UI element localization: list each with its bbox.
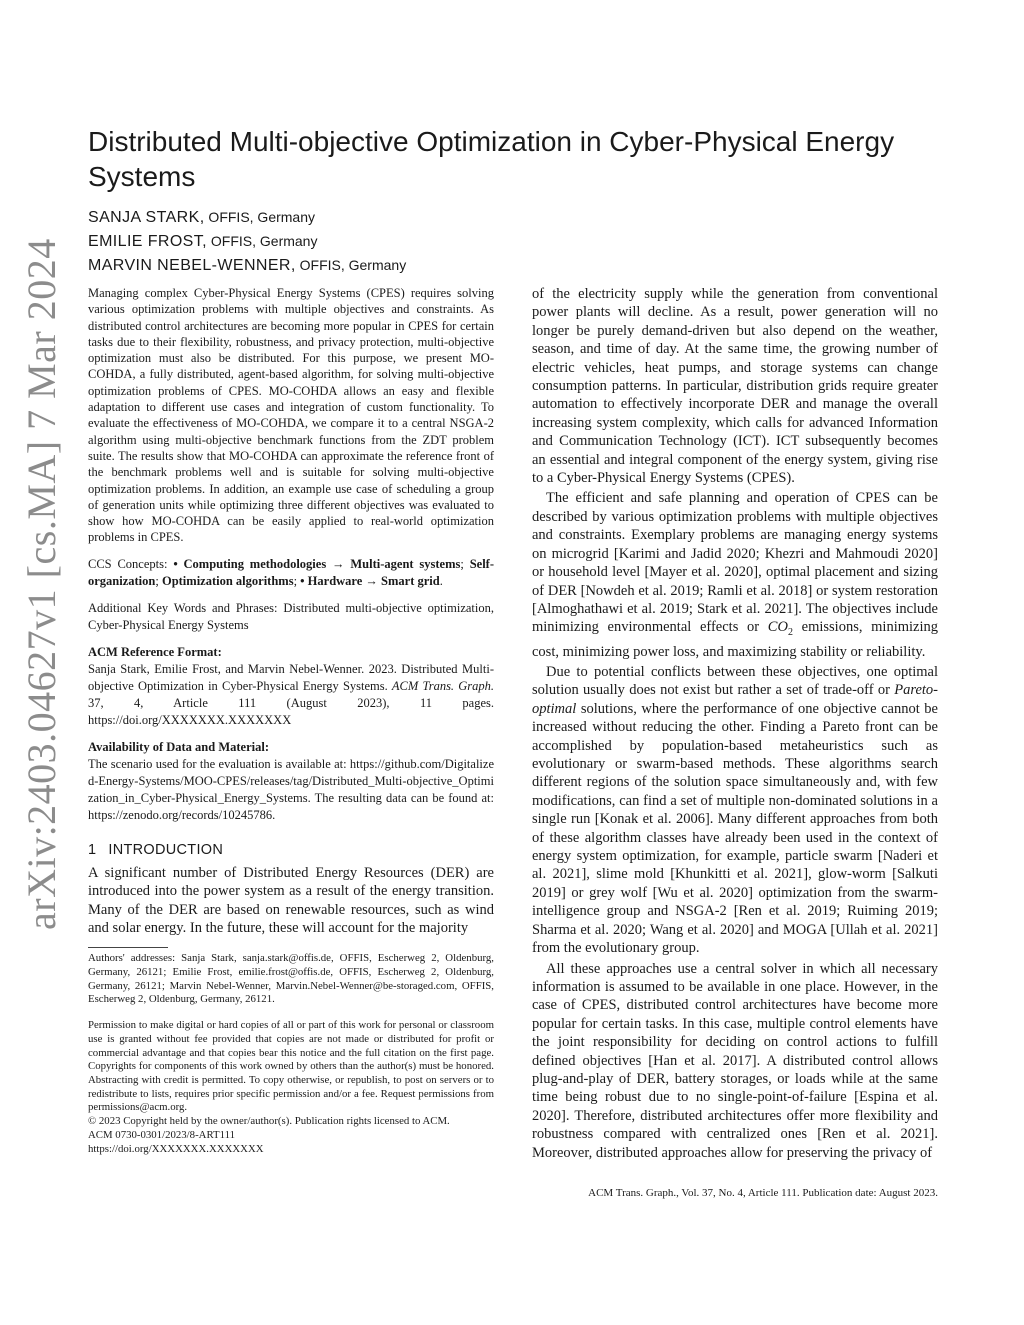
availability-heading: Availability of Data and Material: [88,739,269,754]
author-affiliation: OFFIS, Germany [207,233,318,249]
section-heading-introduction [88,842,494,858]
right-column [532,285,938,1162]
acm-reference-journal: ACM Trans. Graph. [391,678,494,693]
ccs-separator: ; [460,556,470,571]
copyright-line: © 2023 Copyright held by the owner/author(s). Publication rights licensed to ACM. [88,1115,450,1128]
author-name: SANJA STARK, [88,209,205,226]
page-footer: ACM Trans. Graph., Vol. 37, No. 4, Article 111. Publication date: August 2023. [588,1187,938,1199]
abstract [88,285,494,546]
availability [88,739,494,824]
keywords: Additional Key Words and Phrases: Distributed multi-objective optimization, Cyber-Physical Energy Systems [88,600,494,632]
ccs-concept: • Hardware → Smart grid [300,573,440,588]
paragraph-text: Due to potential conflicts between these objectives, one optimal solution usually does not exist but rather a set of trade-off or [532,664,938,699]
author-3 [88,257,406,275]
paragraph: A significant number of Distributed Energy Resources (DER) are introduced into the power system as a result of the energy transition. Many of the DER are based on renewable resources, such as wind and solar energy. In the future, these will account for the majority [88,864,494,936]
author-addresses-footnote [88,952,494,1007]
footnote-text: Authors' addresses: Sanja Stark, sanja.stark@offis.de, OFFIS, Escherweg 2, Oldenburg, Germany, 26121; Emilie Frost, emilie.frost@offis.de, OFFIS, Escherweg 2, Oldenburg, Germany, 26121; Marvin Nebel-Wenner, Marvin.Nebel-Wenner@be-storaged.com, OFFIS, Escherweg 2, Oldenburg, Germany, 26121. [88,952,494,1006]
paper-title: Distributed Multi-objective Optimization in Cyber-Physical Energy Systems [88,126,895,192]
acm-reference-text: Sanja Stark, Emilie Frost, and Marvin Nebel-Wenner. 2023. Distributed Multi-objective Optimization in Cyber-Physical Energy Systems. [88,661,494,693]
co2-symbol: CO [767,619,788,636]
paragraph-text: solutions, where the performance of one objective cannot be increased without reducing the other. Finding a Pareto front can be accomplished by population-based metaheuristics such as evolutionary or swarm-based methods. These algorithms search different regions of the solution space simultaneously and, with few modifications, can find a set of multiple non-dominated solutions in a single run [Konak et al. 2006]. Many different approaches from both of these algorithm classes have already been used in the context of energy system optimization, for example, particle swarm [Naderi et al. 2021], slime mold [Khunkitti et al. 2021], glow-worm [Salkuti 2019] or grey wolf [Wu et al. 2020] optimization from the swarm-intelligence group and NSGA-2 [Ren et al. 2019; Ruiming 2019; Sharma et al. 2020; Wang et al. 2020] and MOGA [Ullah et al. 2021] from the evolutionary group. [532,700,938,957]
co2-subscript: 2 [787,627,793,639]
author-affiliation: OFFIS, Germany [295,257,407,273]
author-affiliation: OFFIS, Germany [204,209,316,225]
availability-text[interactable]: The scenario used for the evaluation is available at: https://github.com/Digitalized-Energy-Systems/MOO-CPES/releases/tag/Distributed_Multi-objective_Optimization_in_Cyber-Physical_Energy_Systems. The resulting data can be found at: https://zenodo.org/records/10245786. [88,756,494,822]
ccs-concept: Optimization algorithms [161,573,294,588]
author-name: MARVIN NEBEL-WENNER, [88,257,296,274]
permission-text: Permission to make digital or hard copies of all or part of this work for personal or classroom use is granted without fee provided that copies are not made or distributed for profit or commercial advantage and that copies bear this notice and the full citation on the first page. Copyrights for components of this work owned by others than the author(s) must be honored. Abstracting with credit is permitted. To copy otherwise, or republish, to post on servers or to redistribute to lists, requires prior specific permission and/or a fee. Request permissions from permissions@acm.org. [88,1019,494,1114]
doi-link[interactable]: https://doi.org/XXXXXXX.XXXXXXX [88,1142,264,1155]
footnote-rule [88,947,168,948]
issn-line: ACM 0730-0301/2023/8-ART111 [88,1128,236,1141]
ccs-separator: ; [293,573,301,588]
paragraph: All these approaches use a central solver in which all necessary information is assumed to be available in one place. However, in the case of CPES, distributed control architectures have become more popular for certain tasks. In this case, multiple control elements have the joint responsibility for deciding on control actions to fulfill defined objectives [Han et al. 2017]. A distributed control allows plug-and-play of DER, battery storages, or loads while at the same time being robust due to no single-point-of-failure [Espina et al. 2020]. Therefore, distributed architectures offer more flexibility and robustness compared with centralized ones [Ren et al. 2021]. Moreover, distributed approaches allow for preserving the privacy of [532,960,938,1161]
abstract-text: Managing complex Cyber-Physical Energy Systems (CPES) requires solving various optimization problems with multiple objectives and constraints. As distributed control architectures are becoming more popular in CPES for certain tasks due to their flexibility, robustness, and privacy protection, multi-objective optimization must also be distributed. For this purpose, we present MO-COHDA, a fully distributed, agent-based algorithm, for solving multi-objective optimization problems of CPES. MO-COHDA allows an easy and flexible adaptation to different use cases and integration of custom functionality. To evaluate the effectiveness of MO-COHDA, we compare it to a central NSGA-2 algorithm using multi-objective benchmark functions from the ZDT problem suite. The results show that MO-COHDA can approximate the reference front of the benchmark problems well and is suitable for solving multi-objective optimization problems. In addition, an example use case of scheduling a group of generation units while optimizing three different objectives was evaluated to show how MO-COHDA can be easily applied to real-world optimization problems in CPES. [88,286,494,545]
paragraph: of the electricity supply while the generation from conventional power plants will decline. As a result, power generation will no longer be purely demand-driven but also depend on the weather, season, and time of day. At the same time, the growing number of electric vehicles, heat pumps, and storage systems can change consumption patterns. In particular, distribution grids require greater automation to effectively incorporate DER and manage the overall increasing system complexity, which calls for advanced Information and Communication Technology (ICT). ICT subsequently becomes an essential and integral component of the energy system, giving rise to a Cyber-Physical Energy Systems (CPES). [532,286,938,487]
emphasis: Pareto-optimal [532,682,938,717]
ccs-separator: ; [155,573,162,588]
intro-paragraph-left [88,864,494,938]
author-1 [88,209,315,227]
left-column [88,285,494,1156]
ccs-concept: Self-organization [88,556,495,588]
acm-reference-heading: ACM Reference Format: [88,644,222,659]
section-number: 1 [88,841,97,858]
arxiv-identifier: arXiv:2403.04627v1 [cs.MA] 7 Mar 2024 [19,238,64,930]
author-2 [88,233,317,251]
ccs-concept: • Computing methodologies → Multi-agent systems [173,556,461,571]
acm-reference-details: 37, 4, Article 111 (August 2023), 11 pages. https://doi.org/XXXXXXX.XXXXXXX [88,695,494,727]
ccs-concepts [88,556,494,590]
ccs-separator: . [439,573,443,588]
acm-reference [88,644,494,729]
author-name: EMILIE FROST, [88,233,207,250]
ccs-label: CCS Concepts: [88,556,174,571]
permission-notice [88,1019,494,1156]
paragraph [532,663,938,958]
section-title: INTRODUCTION [108,841,224,858]
paragraph [532,489,938,661]
paragraph-text: emissions, minimizing cost, minimizing power loss, and maximizing stability or reliability. [532,619,938,660]
paragraph-text: The efficient and safe planning and operation of CPES can be described by various optimization problems with multiple objectives and constraints. Exemplary problems are managing energy systems on microgrid [Karimi and Jadid 2020; Khezri and Mahmoudi 2020] or household level [Mayer et al. 2020], optimal placement and sizing of DER [Nowdeh et al. 2019; Ramli et al. 2018] or system restoration [Almoghathawi et al. 2019; Stark et al. 2021]. The objectives include minimizing environmental effects or [532,490,938,636]
